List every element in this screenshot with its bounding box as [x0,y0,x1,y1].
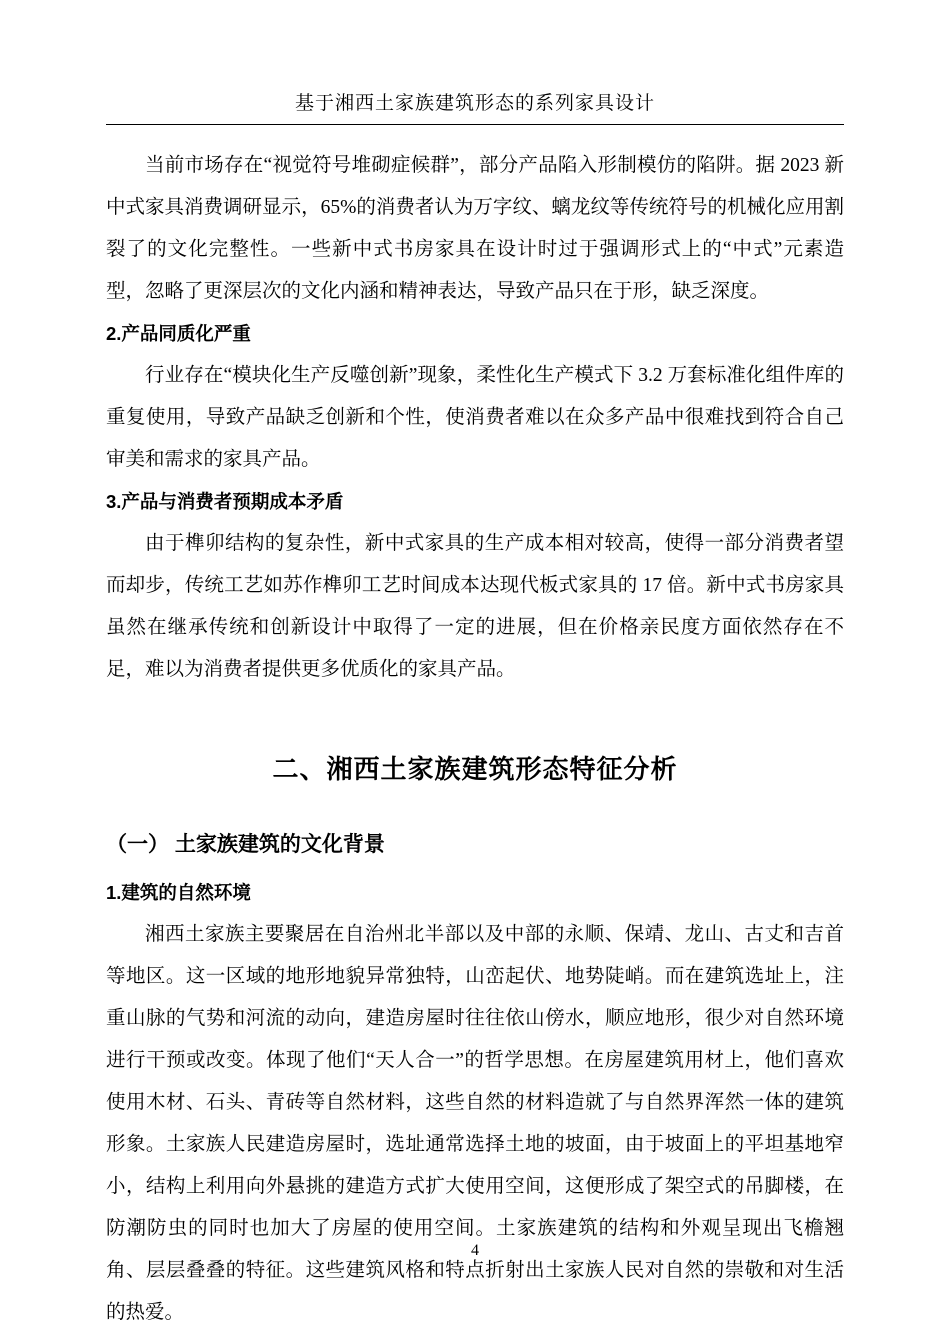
paragraph-natural-environment: 湘西土家族主要聚居在自治州北半部以及中部的永顺、保靖、龙山、古丈和吉首等地区。这一区域的地形地貌异常独特，山峦起伏、地势陡峭。而在建筑选址上，注重山脉的气势和河流的动向，建造房屋时往往依山傍水，顺应地形，很少对自然环境进行干预或改变。体现了他们“天人合一”的哲学思想。在房屋建筑用材上，他们喜欢使用木材、石头、青砖等自然材料，这些自然的材料造就了与自然界浑然一体的建筑形象。土家族人民建造房屋时，选址通常选择土地的坡面，由于坡面上的平坦基地窄小，结构上利用向外悬挑的建造方式扩大使用空间，这便形成了架空式的吊脚楼，在防潮防虫的同时也加大了房屋的使用空间。土家族建筑的结构和外观呈现出飞檐翘角、层层叠叠的特征。这些建筑风格和特点折射出土家族人民对自然的崇敬和对生活的热爱。 [106,924,844,1323]
running-header: 基于湘西土家族建筑形态的系列家具设计 [106,88,844,125]
paragraph-cost: 由于榫卯结构的复杂性，新中式家具的生产成本相对较高，使得一部分消费者望而却步，传统工艺如苏作榫卯工艺时间成本达现代板式家具的 17 倍。新中式书房家具虽然在继承传统和创新设计中取得了一定的进展，但在价格亲民度方面依然存在不足，难以为消费者提供更多优质化的家具产品。 [106,533,844,680]
heading-cost-contradiction: 3.产品与消费者预期成本矛盾 [106,491,344,512]
subsection-title-cultural-background: （一） 土家族建筑的文化背景 [106,833,385,856]
heading-natural-environment: 1.建筑的自然环境 [106,882,251,903]
page-number: 4 [471,1242,479,1259]
paragraph-market-imitation: 当前市场存在“视觉符号堆砌症候群”，部分产品陷入形制模仿的陷阱。据 2023 新中式家具消费调研显示，65%的消费者认为万字纹、螭龙纹等传统符号的机械化应用割裂了的文化完整性。一些新中式书房家具在设计时过于强调形式上的“中式”元素造型，忽略了更深层次的文化内涵和精神表达，导致产品只在于形，缺乏深度。 [106,155,844,302]
paragraph-homogenization: 行业存在“模块化生产反噬创新”现象，柔性化生产模式下 3.2 万套标准化组件库的重复使用，导致产品缺乏创新和个性，使消费者难以在众多产品中很难找到符合自己审美和需求的家具产品。 [106,365,844,470]
heading-product-homogenization: 2.产品同质化严重 [106,323,251,344]
document-body [106,145,844,1334]
section-title-tujia-architecture-analysis: 二、湘西土家族建筑形态特征分析 [272,754,678,784]
